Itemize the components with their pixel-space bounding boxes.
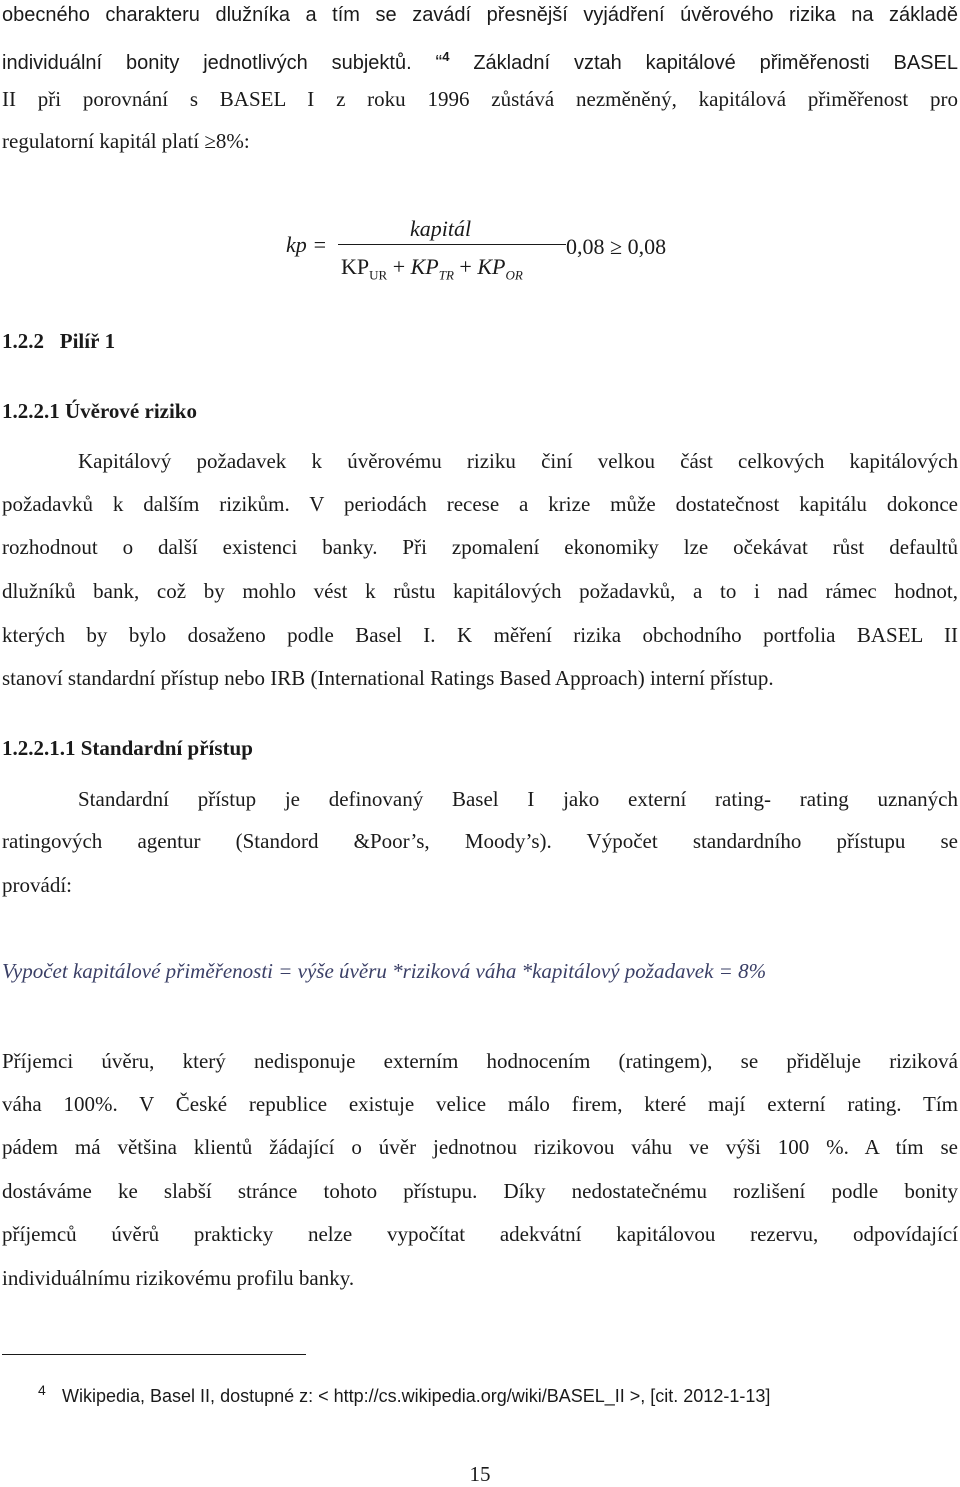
subsection-heading: 1.2.2.1 Úvěrové riziko <box>2 399 197 423</box>
subsubsection-heading: 1.2.2.1.1 Standardní přístup <box>2 736 253 760</box>
text-line: dlužníků bank, což by mohlo vést k růstu kapitálových požadavků, a to i nad rámec hodnot, <box>2 579 958 603</box>
den-subscript: TR <box>438 267 454 283</box>
footnote-ref[interactable] <box>435 49 450 74</box>
formula-numerator: kapitál <box>410 216 472 241</box>
footnote-number: 4 <box>38 1382 46 1398</box>
text-line: váha 100%. V České republice existuje velice málo firem, které mají externí rating. Tím <box>2 1092 958 1116</box>
equation-text: Vypočet kapitálové přiměřenosti = výše úvěru *riziková váha *kapitálový požadavek = 8% <box>2 959 767 983</box>
text-line: požadavků k dalším rizikům. V periodách recese a krize může dostatečnost kapitálu dokonce <box>2 492 958 516</box>
text-line: rozhodnout o další existenci banky. Při zpomalení ekonomiky lze očekávat růst defaultů <box>2 535 958 559</box>
footnote-quote: “ <box>435 52 443 74</box>
footnote-separator <box>2 1354 306 1355</box>
capital-adequacy-formula <box>286 212 706 292</box>
text-line: dostáváme ke slabší stránce tohoto přístupu. Díky nedostatečnému rozlišení podle bonity <box>2 1179 958 1203</box>
den-term: KP <box>410 254 439 279</box>
text-line: individuálnímu rizikovému profilu banky. <box>2 1266 355 1290</box>
footnote-ref-number: 4 <box>442 49 450 64</box>
den-plus: + <box>387 254 411 279</box>
text-line: Kapitálový požadavek k úvěrovému riziku činí velkou část celkových kapitálových <box>78 449 958 473</box>
text-line: Příjemci úvěru, který nedisponuje externím hodnocením (ratingem), se přiděluje riziková <box>2 1049 958 1073</box>
text-line: provádí: <box>2 873 72 897</box>
text-line: stanoví standardní přístup nebo IRB (International Ratings Based Approach) interní přístup. <box>2 666 774 690</box>
text-line <box>2 44 958 76</box>
text-line: obecného charakteru dlužníka a tím se zavádí přesnější vyjádření úvěrového rizika na základě <box>2 4 958 26</box>
text-line: příjemců úvěrů prakticky nelze vypočítat adekvátní kapitálovou rezervu, odpovídající <box>2 1222 958 1246</box>
text-line: kterých by bylo dosaženo podle Basel I. K měření rizika obchodního portfolia BASEL II <box>2 623 958 647</box>
text-segment: Základní vztah kapitálové přiměřenosti BASEL <box>473 52 958 74</box>
text-line: Standardní přístup je definovaný Basel I jako externí rating- rating uznaných <box>78 787 958 811</box>
formula-denominator <box>341 254 523 283</box>
formula-lhs: kp = <box>286 232 328 257</box>
fraction-bar <box>338 244 566 245</box>
text-line: pádem má většina klientů žádající o úvěr jednotnou rizikovou váhu ve výši 100 %. A tím se <box>2 1135 958 1159</box>
den-term: KP <box>341 254 370 279</box>
formula-rhs: 0,08 ≥ 0,08 <box>566 234 667 259</box>
section-heading: 1.2.2 Pilíř 1 <box>2 329 116 353</box>
den-subscript: OR <box>505 267 523 283</box>
text-line: ratingových agentur (Standord &Poor’s, Moody’s). Výpočet standardního přístupu se <box>2 829 958 853</box>
text-line: II při porovnání s BASEL I z roku 1996 zůstává nezměněný, kapitálová přiměřenost pro <box>2 87 958 111</box>
text-segment: individuální bonity jednotlivých subjektů. <box>2 52 412 74</box>
den-plus: + <box>453 254 478 279</box>
footnote-text[interactable]: Wikipedia, Basel II, dostupné z: < http://cs.wikipedia.org/wiki/BASEL_II >, [cit. 2012-1-13] <box>62 1386 771 1406</box>
den-term: KP <box>477 254 506 279</box>
page-number: 15 <box>469 1462 491 1486</box>
text-line: regulatorní kapitál platí ≥8%: <box>2 129 250 153</box>
den-subscript: UR <box>369 267 388 283</box>
